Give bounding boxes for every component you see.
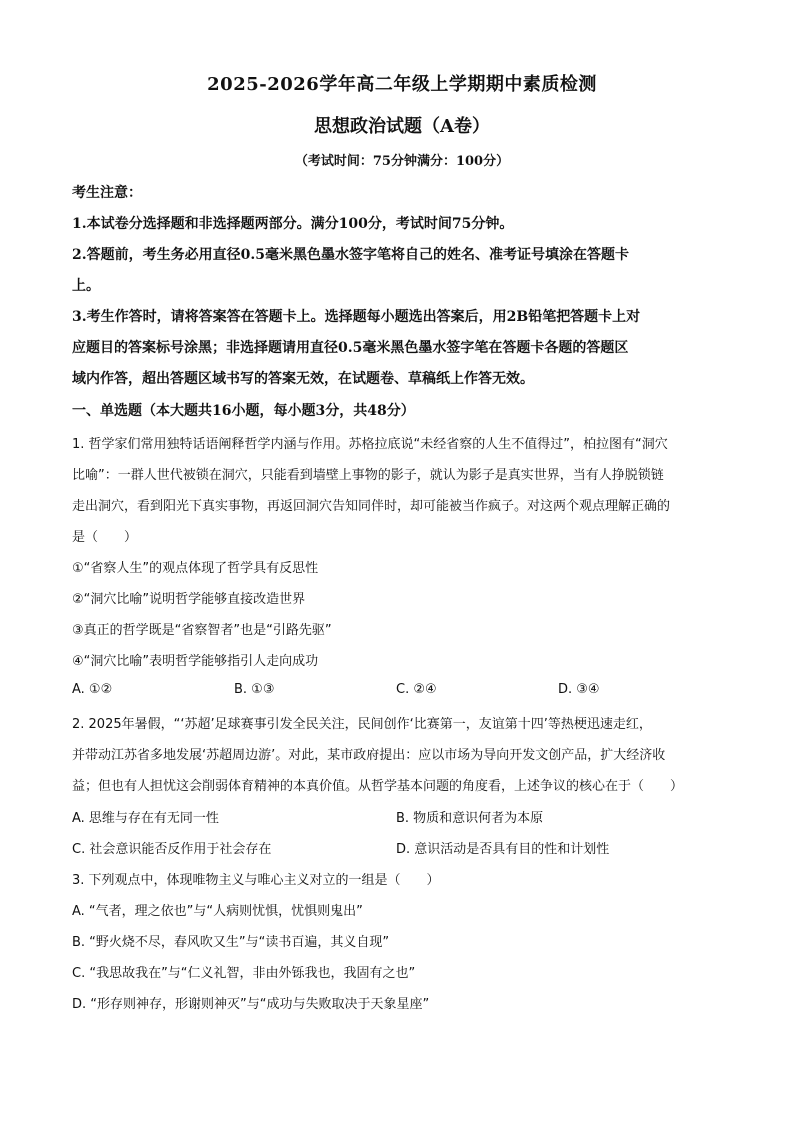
- notice-heading: 考生注意：: [72, 185, 142, 201]
- q1-stem-line-1: 1. 哲学家们常用独特话语阐释哲学内涵与作用。苏格拉底说“未经省察的人生不值得过”，柏拉图有“洞穴: [72, 437, 668, 452]
- q3-option-d: D. “形存则神存，形谢则神灭”与“成功与失败取决于天象星座”: [72, 997, 430, 1012]
- q1-option-a: A. ①②: [72, 682, 113, 697]
- exam-title: 2025-2026学年高二年级上学期期中素质检测: [207, 74, 597, 95]
- q1-stem-line-2: 比喻”：一群人世代被锁在洞穴，只能看到墙壁上事物的影子，就认为影子是真实世界，当有人挣脱锁链: [72, 468, 664, 483]
- q1-statement-4: ④“洞穴比喻”表明哲学能够指引人走向成功: [72, 654, 319, 669]
- q1-option-b: B. ①③: [234, 682, 275, 697]
- q2-option-d: D. 意识活动是否具有目的性和计划性: [396, 842, 610, 857]
- q1-option-c: C. ②④: [396, 682, 437, 697]
- q2-option-a: A. 思维与存在有无同一性: [72, 811, 219, 826]
- notice-item-1: 1.本试卷分选择题和非选择题两部分。满分100分，考试时间75分钟。: [72, 216, 514, 232]
- q2-option-b: B. 物质和意识何者为本原: [396, 811, 544, 826]
- q3-option-c: C. “我思故我在”与“仁义礼智，非由外铄我也，我固有之也”: [72, 966, 416, 981]
- q2-stem-line-2: 并带动江苏省多地发展‘苏超周边游’。对此，某市政府提出：应以市场为导向开发文创产品，扩大经济收: [72, 748, 666, 763]
- notice-item-3-line-2: 应题目的答案标号涂黑；非选择题请用直径0.5毫米黑色墨水签字笔在答题卡各题的答题区: [72, 340, 629, 356]
- notice-item-3-line-1: 3.考生作答时，请将答案答在答题卡上。选择题每小题选出答案后，用2B铅笔把答题卡上对: [72, 309, 641, 325]
- q2-stem-line-3: 益；但也有人担忧这会削弱体育精神的本真价值。从哲学基本问题的角度看，上述争议的核心在于（ ）: [72, 779, 684, 794]
- exam-time-info: （考试时间：75分钟满分：100分）: [294, 154, 510, 169]
- section-heading: 一、单选题（本大题共16小题，每小题3分，共48分）: [72, 403, 415, 419]
- q1-statement-1: ①“省察人生”的观点体现了哲学具有反思性: [72, 561, 319, 576]
- q1-statement-2: ②“洞穴比喻”说明哲学能够直接改造世界: [72, 592, 306, 607]
- notice-item-3-line-3: 域内作答，超出答题区域书写的答案无效，在试题卷、草稿纸上作答无效。: [72, 371, 534, 387]
- q3-option-b: B. “野火烧不尽，春风吹又生”与“读书百遍，其义自现”: [72, 935, 390, 950]
- q1-stem-line-3: 走出洞穴，看到阳光下真实事物，再返回洞穴告知同伴时，却可能被当作疯子。对这两个观点理解正确的: [72, 499, 671, 514]
- q1-statement-3: ③真正的哲学既是“省察智者”也是“引路先驱”: [72, 623, 332, 638]
- q3-option-a: A. “气者，理之依也”与“人病则忧惧，忧惧则鬼出”: [72, 904, 363, 919]
- notice-item-2-line-1: 2.答题前，考生务必用直径0.5毫米黑色墨水签字笔将自己的姓名、准考证号填涂在答题卡: [72, 247, 629, 263]
- q1-stem-line-4: 是（ ）: [72, 530, 138, 545]
- q2-option-c: C. 社会意识能否反作用于社会存在: [72, 842, 272, 857]
- q3-stem: 3. 下列观点中，体现唯物主义与唯心主义对立的一组是（ ）: [72, 873, 440, 888]
- exam-subtitle: 思想政治试题（A卷）: [314, 116, 490, 137]
- notice-item-2-line-2: 上。: [72, 278, 100, 294]
- q1-option-d: D. ③④: [558, 682, 600, 697]
- q2-stem-line-1: 2. 2025年暑假，“‘苏超’足球赛事引发全民关注，民间创作‘比赛第一，友谊第十四’等热梗迅速走红，: [72, 717, 652, 732]
